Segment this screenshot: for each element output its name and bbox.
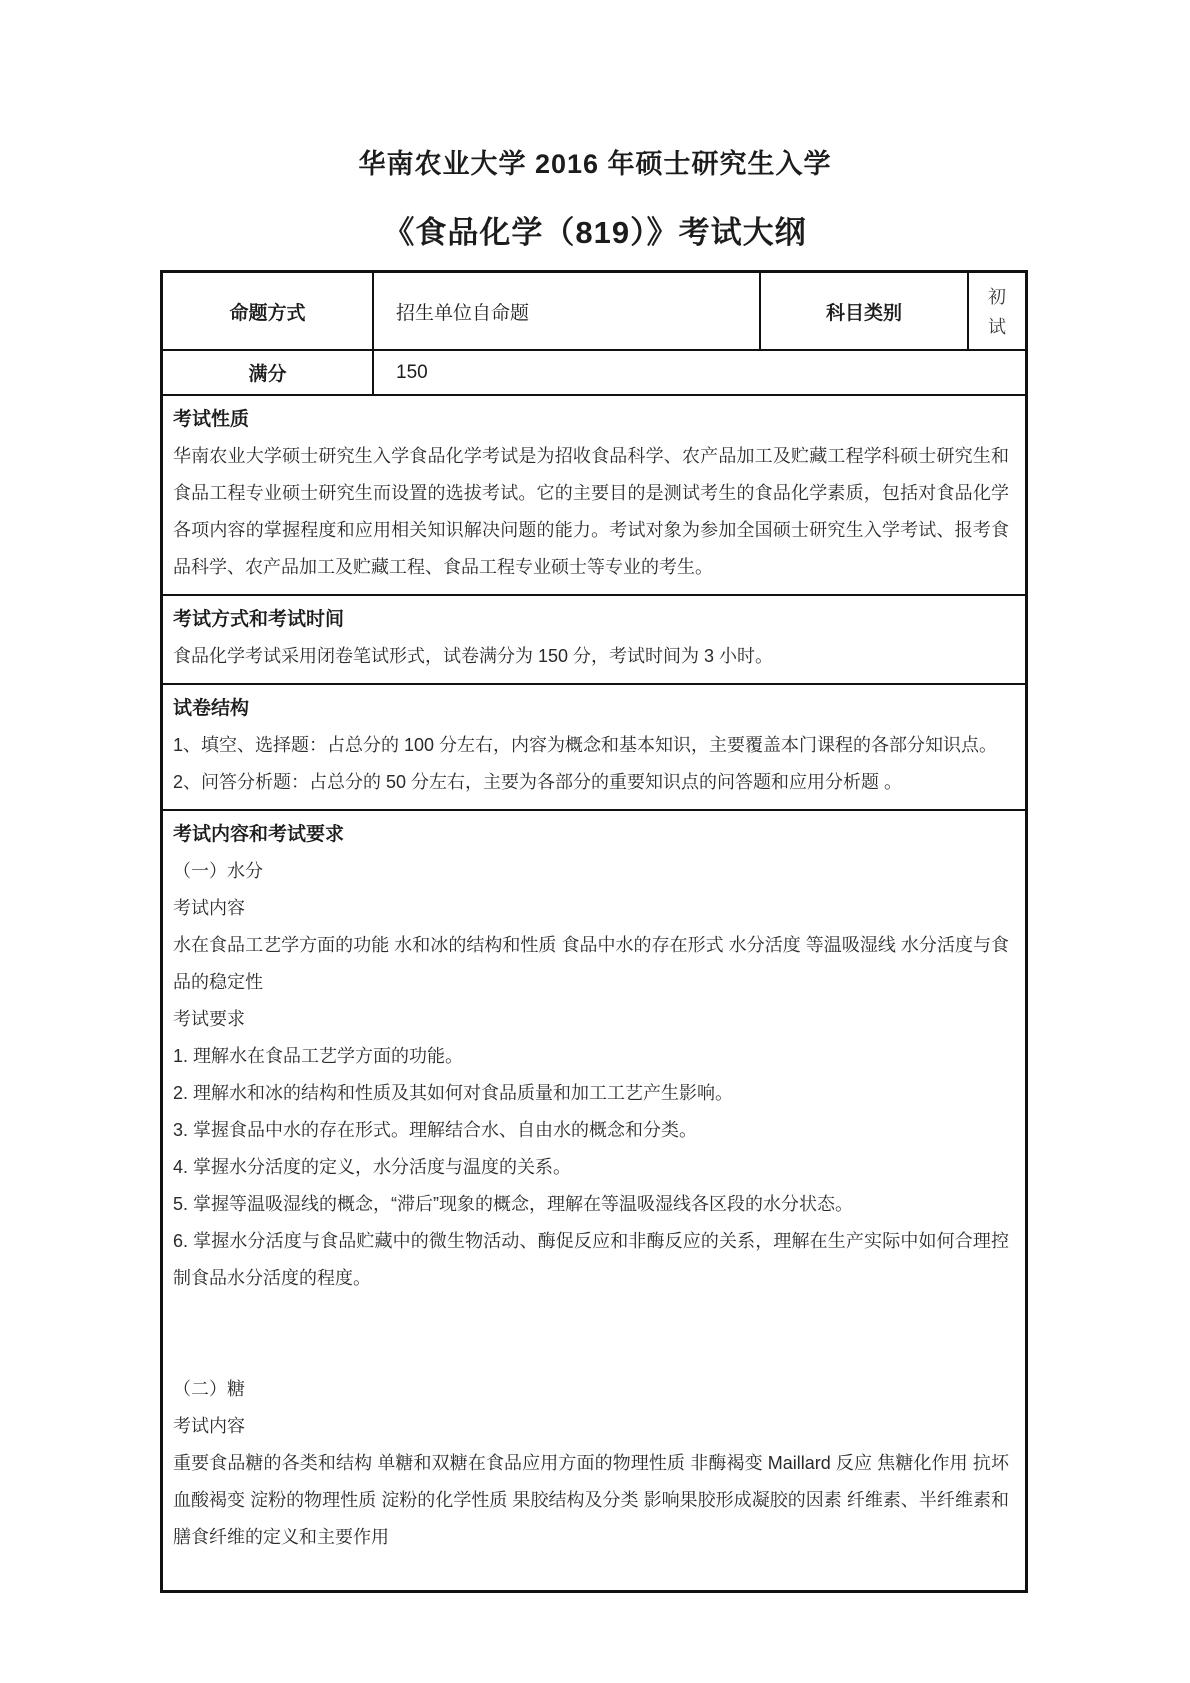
section-exam-content-requirements [163, 809, 1025, 1590]
part1-requirement-3: 3. 掌握食品中水的存在形式。理解结合水、自由水的概念和分类。 [173, 1120, 698, 1140]
exam-phase-char-2: 试 [988, 317, 1006, 337]
part1-title: （一）水分 [173, 861, 263, 881]
full-score-label: 满分 [163, 351, 374, 394]
part2-content-label: 考试内容 [173, 1416, 245, 1436]
table-row-header [163, 273, 1025, 349]
section-exam-nature [163, 394, 1025, 594]
structure-item-2: 2、问答分析题：占总分的 50 分左右，主要为各部分的重要知识点的问答题和应用分析题 。 [173, 772, 903, 792]
table-row-full-score [163, 349, 1025, 394]
proposition-method-label: 命题方式 [163, 273, 374, 349]
part2-content: 重要食品糖的各类和结构 单糖和双糖在食品应用方面的物理性质 非酶褐变 Maillard 反应 焦糖化作用 抗坏血酸褐变 淀粉的物理性质 淀粉的化学性质 果胶结构及分类 影响果胶形成凝胶的因素 纤维素、半纤维素和膳食纤维的定义和主要作用 [173, 1453, 1009, 1547]
section-exam-method-time [163, 594, 1025, 683]
section-paragraph: 食品化学考试采用闭卷笔试形式，试卷满分为 150 分，考试时间为 3 小时。 [173, 646, 774, 666]
full-score-value: 150 [396, 361, 428, 383]
section-heading: 试卷结构 [173, 698, 250, 719]
exam-phase-char-1: 初 [988, 287, 1006, 307]
page-title-line1: 华南农业大学 2016 年硕士研究生入学 [358, 149, 832, 179]
part1-requirement-5: 5. 掌握等温吸湿线的概念，“滞后”现象的概念，理解在等温吸湿线各区段的水分状态。 [173, 1194, 853, 1214]
syllabus-table [160, 270, 1028, 1593]
part1-require-label: 考试要求 [173, 1009, 245, 1029]
section-heading: 考试方式和考试时间 [173, 609, 345, 630]
part1-requirement-1: 1. 理解水在食品工艺学方面的功能。 [173, 1046, 464, 1066]
part1-content: 水在食品工艺学方面的功能 水和冰的结构和性质 食品中水的存在形式 水分活度 等温吸湿线 水分活度与食品的稳定性 [173, 935, 1009, 992]
part1-requirement-4: 4. 掌握水分活度的定义，水分活度与温度的关系。 [173, 1157, 572, 1177]
structure-item-1: 1、填空、选择题：占总分的 100 分左右，内容为概念和基本知识，主要覆盖本门课程的各部分知识点。 [173, 735, 998, 755]
section-heading: 考试内容和考试要求 [173, 824, 345, 845]
section-paper-structure [163, 683, 1025, 809]
section-paragraph: 华南农业大学硕士研究生入学食品化学考试是为招收食品科学、农产品加工及贮藏工程学科硕士研究生和食品工程专业硕士研究生而设置的选拔考试。它的主要目的是测试考生的食品化学素质，包括对食品化学各项内容的掌握程度和应用相关知识解决问题的能力。考试对象为参加全国硕士研究生入学考试、报考食品科学、农产品加工及贮藏工程、食品工程专业硕士等专业的考生。 [173, 446, 1009, 577]
part1-requirement-2: 2. 理解水和冰的结构和性质及其如何对食品质量和加工工艺产生影响。 [173, 1083, 734, 1103]
proposition-method-value: 招生单位自命题 [374, 273, 761, 349]
part2-title: （二）糖 [173, 1379, 245, 1399]
part1-content-label: 考试内容 [173, 898, 245, 918]
page-title-line2: 《食品化学（819）》考试大纲 [383, 215, 807, 250]
section-heading: 考试性质 [173, 409, 250, 430]
subject-category-label: 科目类别 [761, 273, 969, 349]
exam-phase-value [969, 273, 1025, 349]
part1-requirement-6: 6. 掌握水分活度与食品贮藏中的微生物活动、酶促反应和非酶反应的关系，理解在生产实际中如何合理控制食品水分活度的程度。 [173, 1231, 1009, 1288]
